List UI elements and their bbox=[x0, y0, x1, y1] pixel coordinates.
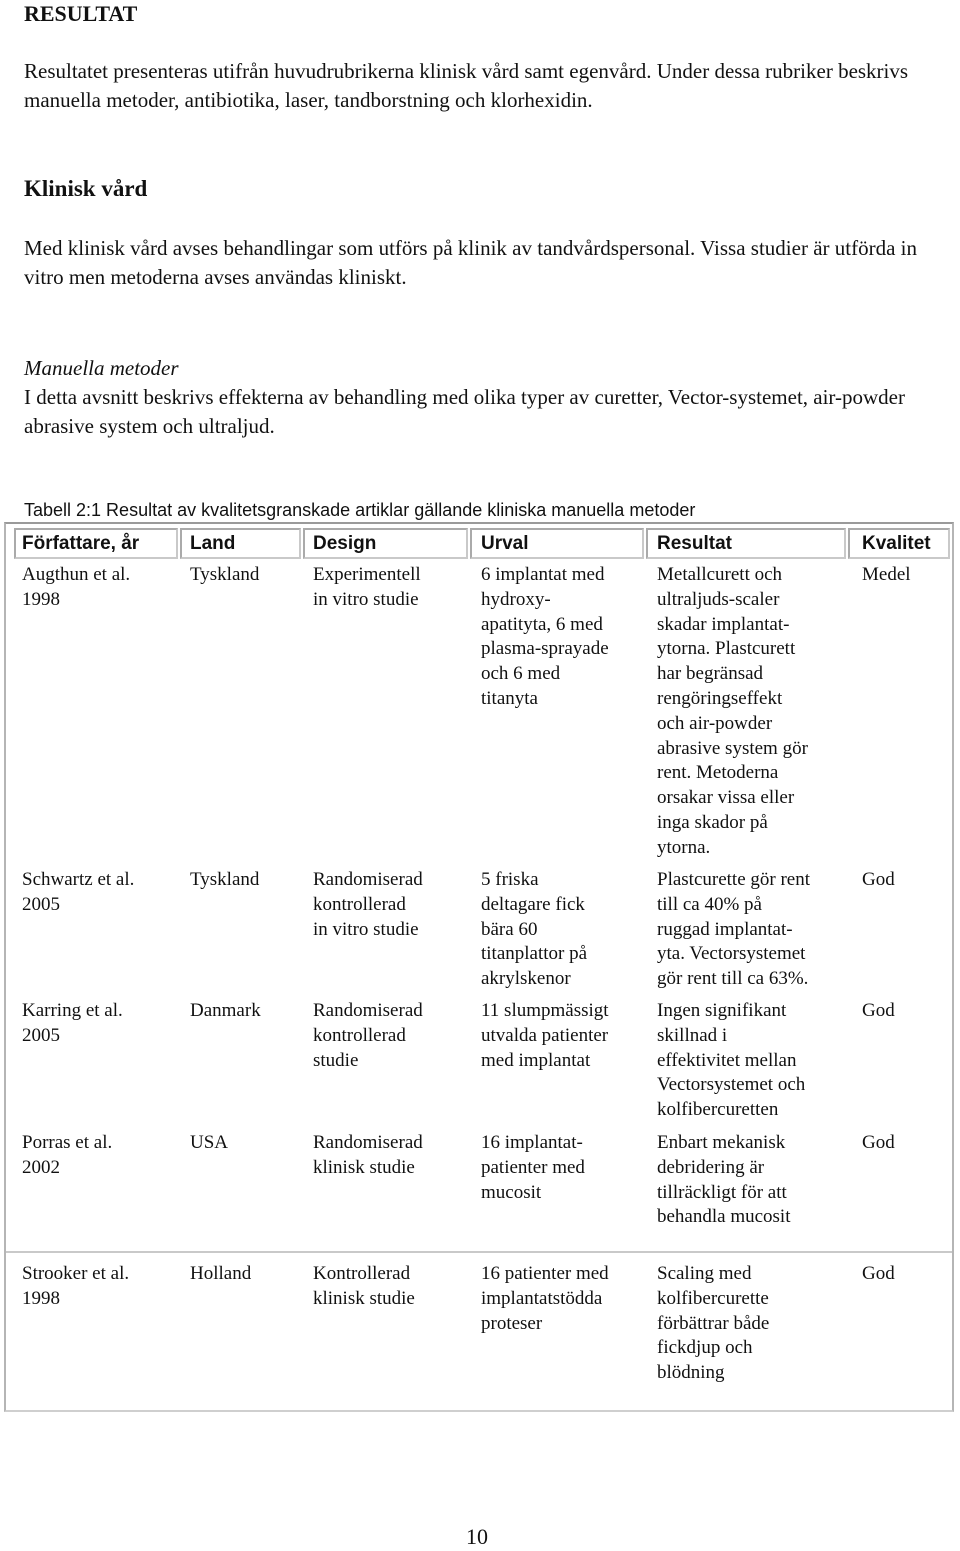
header-cell-border bbox=[848, 528, 950, 559]
cell-design: Randomiserad klinisk studie bbox=[313, 1132, 423, 1178]
cell-design: Randomiserad kontrollerad studie bbox=[313, 1000, 423, 1071]
manuella-paragraph: I detta avsnitt beskrivs effekterna av behandling med olika typer av curetter, Vector-systemet, air-powder abrasive system och ultraljud. bbox=[24, 385, 905, 438]
header-author: Författare, år bbox=[22, 533, 140, 554]
page-number: 10 bbox=[466, 1524, 488, 1549]
cell-kvalitet: God bbox=[862, 1000, 895, 1021]
header-land: Land bbox=[190, 533, 236, 554]
header-cell-border bbox=[646, 528, 846, 559]
manuella-block bbox=[24, 354, 924, 441]
cell-design: Kontrollerad klinisk studie bbox=[313, 1263, 415, 1309]
cell-land: USA bbox=[190, 1132, 229, 1153]
row-divider bbox=[6, 1251, 952, 1253]
table-caption: Tabell 2:1 Resultat av kvalitetsgranskade artiklar gällande kliniska manuella metoder bbox=[24, 500, 696, 520]
cell-resultat: Ingen signifikant skillnad i effektivitet mellan Vectorsystemet och kolfibercuretten bbox=[657, 1000, 806, 1121]
header-cell-border bbox=[470, 528, 644, 559]
table-frame bbox=[4, 522, 954, 1412]
cell-urval: 11 slumpmässigt utvalda patienter med implantat bbox=[481, 1000, 609, 1071]
cell-urval: 16 implantat- patienter med mucosit bbox=[481, 1132, 585, 1203]
cell-author: Schwartz et al. 2005 bbox=[22, 869, 135, 915]
cell-author: Strooker et al. 1998 bbox=[22, 1263, 130, 1309]
cell-kvalitet: God bbox=[862, 869, 895, 890]
klinisk-paragraph: Med klinisk vård avses behandlingar som utförs på klinik av tandvårdspersonal. Vissa studier är utförda in vitro men metoderna avses användas kliniskt. bbox=[24, 236, 917, 289]
cell-kvalitet: Medel bbox=[862, 564, 911, 585]
cell-land: Tyskland bbox=[190, 869, 260, 890]
cell-land: Holland bbox=[190, 1263, 252, 1284]
cell-author: Augthun et al. 1998 bbox=[22, 564, 131, 610]
cell-resultat: Enbart mekanisk debridering är tillräckligt för att behandla mucosit bbox=[657, 1132, 791, 1228]
section-heading-manuella: Manuella metoder bbox=[24, 356, 179, 380]
cell-urval: 5 friska deltagare fick bära 60 titanplattor på akrylskenor bbox=[481, 869, 588, 990]
page-title: RESULTAT bbox=[24, 1, 138, 26]
cell-resultat: Plastcurette gör rent till ca 40% på ruggad implantat- yta. Vectorsystemet gör rent till ca 63%. bbox=[657, 869, 811, 990]
cell-resultat: Scaling med kolfibercurette förbättrar både fickdjup och blödning bbox=[657, 1263, 770, 1384]
cell-urval: 6 implantat med hydroxy- apatityta, 6 med plasma-sprayade och 6 med titanyta bbox=[481, 564, 609, 709]
cell-urval: 16 patienter med implantatstödda proteser bbox=[481, 1263, 609, 1334]
cell-author: Karring et al. 2005 bbox=[22, 1000, 123, 1046]
header-resultat: Resultat bbox=[657, 533, 732, 554]
header-kvalitet: Kvalitet bbox=[862, 533, 931, 554]
cell-author: Porras et al. 2002 bbox=[22, 1132, 113, 1178]
intro-paragraph: Resultatet presenteras utifrån huvudrubrikerna klinisk vård samt egenvård. Under dessa rubriker beskrivs manuella metoder, antibiotika, laser, tandborstning och klorhexidin. bbox=[24, 59, 909, 112]
header-cell-border bbox=[14, 528, 178, 559]
cell-kvalitet: God bbox=[862, 1263, 895, 1284]
header-cell-border bbox=[180, 528, 301, 559]
header-urval: Urval bbox=[481, 533, 529, 554]
cell-kvalitet: God bbox=[862, 1132, 895, 1153]
cell-design: Experimentell in vitro studie bbox=[313, 564, 421, 610]
cell-land: Danmark bbox=[190, 1000, 261, 1021]
cell-resultat: Metallcurett och ultraljuds-scaler skadar implantat- ytorna. Plastcurett har begränsad rengöringseffekt och air-powder abrasive system gör rent. Metoderna orsakar vissa eller inga skador på ytorna. bbox=[657, 564, 808, 858]
cell-design: Randomiserad kontrollerad in vitro studie bbox=[313, 869, 423, 940]
cell-land: Tyskland bbox=[190, 564, 260, 585]
header-cell-border bbox=[303, 528, 468, 559]
header-design: Design bbox=[313, 533, 377, 554]
section-heading-klinisk: Klinisk vård bbox=[24, 176, 148, 201]
